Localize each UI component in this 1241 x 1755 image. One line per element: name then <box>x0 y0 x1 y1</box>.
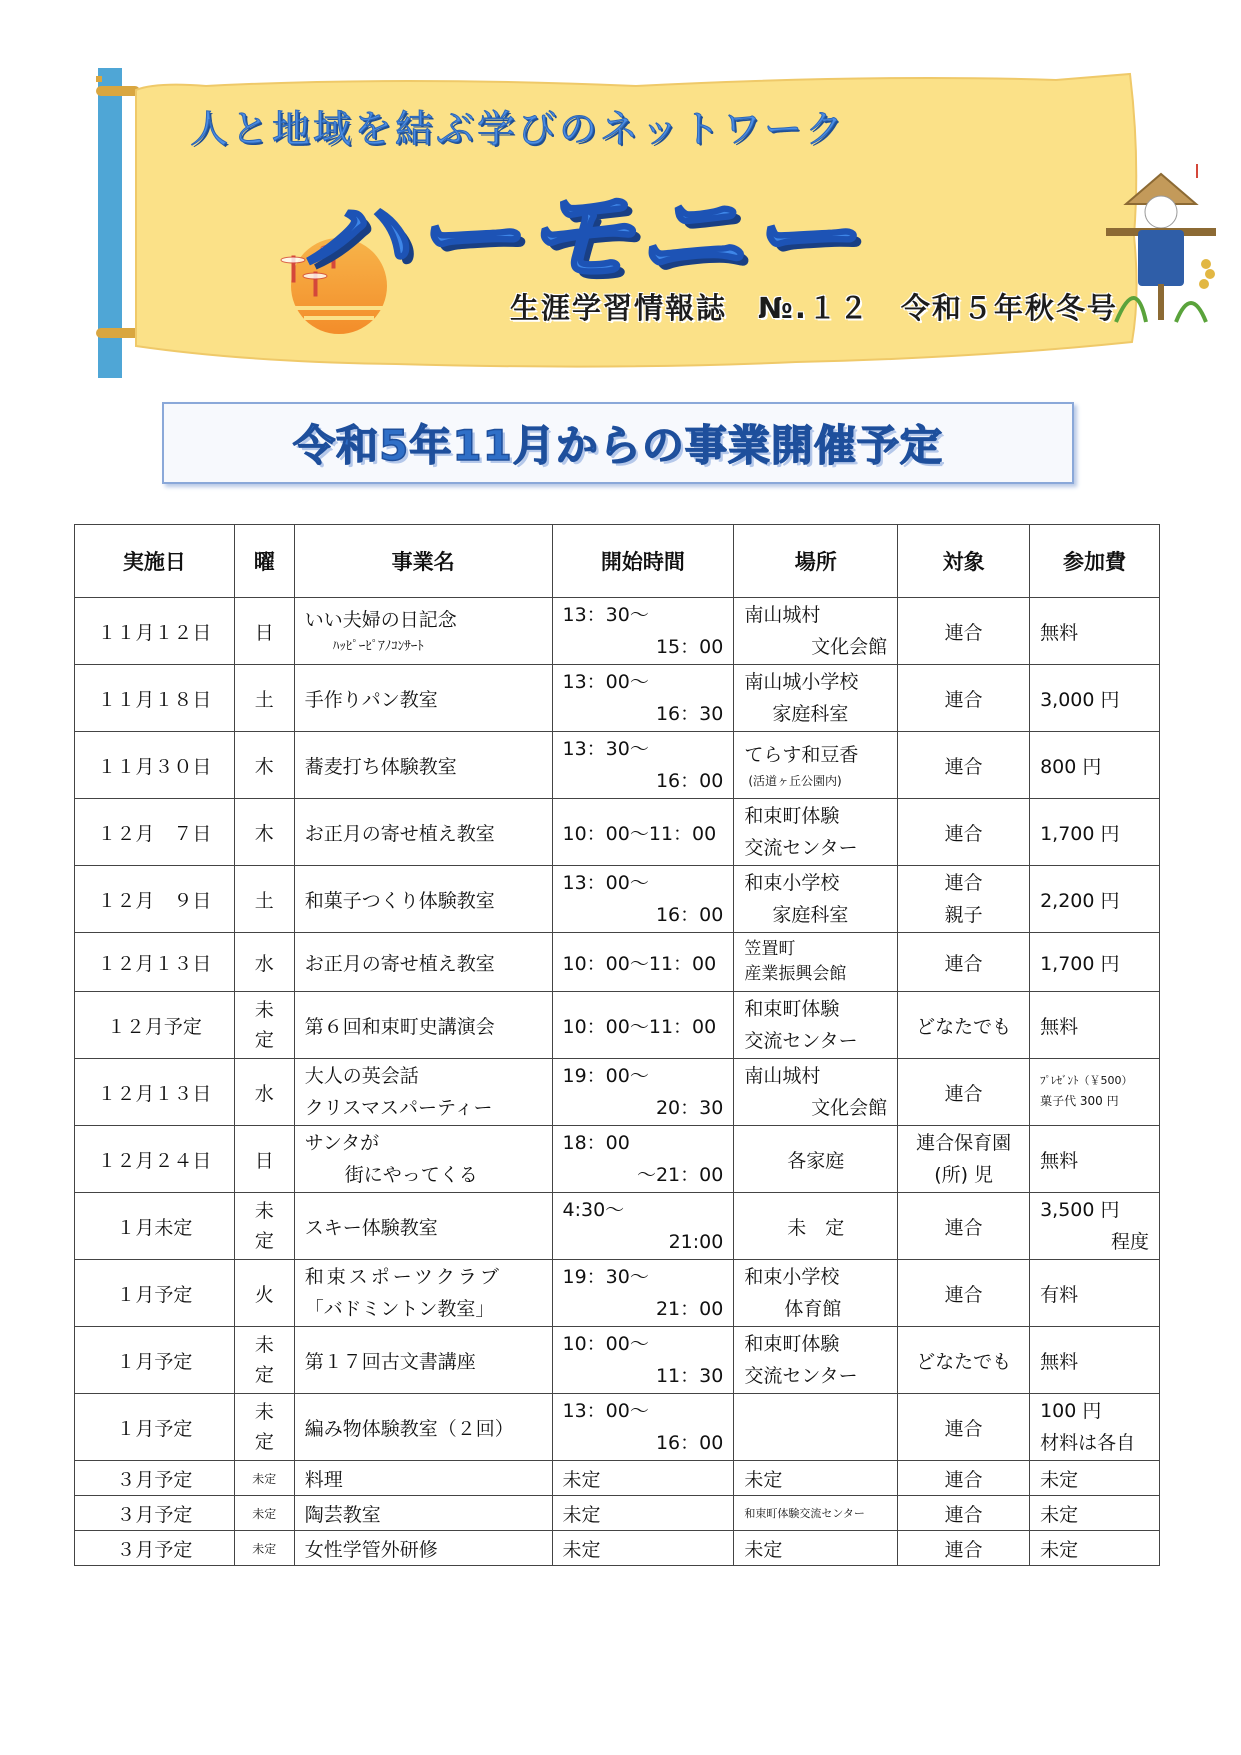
cell-target: 連合 <box>898 1496 1030 1531</box>
time-line: 13：00～ <box>562 871 649 894</box>
cell-day: 日 <box>234 1126 294 1193</box>
header-fee: 参加費 <box>1030 525 1160 598</box>
cell-day: 火 <box>234 1260 294 1327</box>
cell-time <box>552 866 734 933</box>
table-row <box>75 1260 1160 1327</box>
header-event: 事業名 <box>294 525 552 598</box>
place-line: 交流センター <box>744 837 858 859</box>
schedule-heading: 令和5年11月からの事業開催予定 <box>293 421 943 470</box>
target-line: 親子 <box>944 904 983 926</box>
time-line: 16：00 <box>655 904 724 926</box>
cell-place <box>734 992 898 1059</box>
fee-line: 程度 <box>1110 1231 1149 1253</box>
day-text: 未定 <box>254 1333 274 1386</box>
place-line: 和束小学校 <box>744 871 840 894</box>
cell-date: １１月１２日 <box>75 598 235 665</box>
cell-place: 未定 <box>734 1531 898 1566</box>
cell-target <box>898 1126 1030 1193</box>
cell-date: ３月予定 <box>75 1461 235 1496</box>
cell-time <box>552 665 734 732</box>
table-row <box>75 1193 1160 1260</box>
fee-line: 3,500 円 <box>1040 1198 1120 1221</box>
cell-time <box>552 1193 734 1260</box>
cell-event: 第１７回古文書講座 <box>294 1327 552 1394</box>
table-row <box>75 598 1160 665</box>
cell-target: 連合 <box>898 732 1030 799</box>
cell-target <box>898 866 1030 933</box>
cell-time: 10：00～11：00 <box>552 992 734 1059</box>
table-row <box>75 1394 1160 1461</box>
time-line: 11：30 <box>655 1365 724 1387</box>
cell-date: １２月予定 <box>75 992 235 1059</box>
cell-fee: 未定 <box>1030 1461 1160 1496</box>
time-line: 13：30～ <box>562 737 649 760</box>
cell-place: 和束町体験交流センター <box>734 1496 898 1531</box>
cell-date: ３月予定 <box>75 1496 235 1531</box>
cell-date: １２月 ７日 <box>75 799 235 866</box>
time-line: 16：30 <box>655 703 724 725</box>
cell-date: １１月１８日 <box>75 665 235 732</box>
cell-date: １２月１３日 <box>75 933 235 992</box>
target-line: (所) 児 <box>934 1164 994 1186</box>
cell-day: 未定 <box>234 1496 294 1531</box>
cell-target: 連合 <box>898 665 1030 732</box>
cell-place <box>734 799 898 866</box>
table-row <box>75 1461 1160 1496</box>
table-row <box>75 1327 1160 1394</box>
table-row <box>75 992 1160 1059</box>
place-line: 南山城村 <box>744 1064 821 1087</box>
cell-fee: 無料 <box>1030 598 1160 665</box>
header-place: 場所 <box>734 525 898 598</box>
header-target: 対象 <box>898 525 1030 598</box>
event-line: 街にやってくる <box>344 1164 478 1186</box>
table-row <box>75 732 1160 799</box>
table-row <box>75 1496 1160 1531</box>
place-line: 体育館 <box>784 1298 842 1320</box>
time-line: 20：30 <box>655 1097 724 1119</box>
cell-fee: 未定 <box>1030 1531 1160 1566</box>
cell-day: 水 <box>234 933 294 992</box>
cell-place: 各家庭 <box>734 1126 898 1193</box>
cell-target: 連合 <box>898 1193 1030 1260</box>
cell-fee <box>1030 1394 1160 1461</box>
cell-fee <box>1030 1193 1160 1260</box>
fee-line: 材料は各自 <box>1040 1432 1136 1454</box>
cell-time <box>552 598 734 665</box>
fee-line: 100 円 <box>1040 1399 1102 1422</box>
event-line: いい夫婦の日記念 <box>304 608 457 631</box>
place-line: 文化会館 <box>811 1097 888 1119</box>
place-line: 和束町体験 <box>744 1332 840 1355</box>
cell-event: 料理 <box>294 1461 552 1496</box>
cell-target: 連合 <box>898 799 1030 866</box>
cell-place <box>734 1260 898 1327</box>
event-line: 大人の英会話 <box>304 1064 419 1087</box>
cell-place <box>734 1394 898 1461</box>
table-row <box>75 1059 1160 1126</box>
cell-day <box>234 992 294 1059</box>
time-line: 13：00～ <box>562 670 649 693</box>
cell-time: 10：00～11：00 <box>552 933 734 992</box>
cell-day: 土 <box>234 866 294 933</box>
table-header-row <box>75 525 1160 598</box>
time-line: 16：00 <box>655 770 724 792</box>
cell-date: １月予定 <box>75 1327 235 1394</box>
cell-place: 未定 <box>734 1461 898 1496</box>
cell-time <box>552 1126 734 1193</box>
cell-event: スキー体験教室 <box>294 1193 552 1260</box>
cell-target: 連合 <box>898 1394 1030 1461</box>
cell-event <box>294 1260 552 1327</box>
cell-day: 未定 <box>234 1531 294 1566</box>
cell-place <box>734 866 898 933</box>
header-time: 開始時間 <box>552 525 734 598</box>
cell-time: 未定 <box>552 1531 734 1566</box>
cell-fee: 2,200 円 <box>1030 866 1160 933</box>
cell-target: 連合 <box>898 1260 1030 1327</box>
time-line: 19：30～ <box>562 1265 649 1288</box>
event-line: クリスマスパーティー <box>304 1097 493 1119</box>
place-line: 家庭科室 <box>772 904 849 926</box>
header-date: 実施日 <box>75 525 235 598</box>
cell-event: 陶芸教室 <box>294 1496 552 1531</box>
day-text: 未定 <box>254 1400 274 1453</box>
cell-time <box>552 1059 734 1126</box>
time-line: 15：00 <box>655 636 724 658</box>
place-line: 文化会館 <box>811 636 888 658</box>
cell-place <box>734 665 898 732</box>
cell-fee: 1,700 円 <box>1030 799 1160 866</box>
target-line: 連合 <box>944 871 983 894</box>
time-line: 21:00 <box>668 1231 724 1253</box>
cell-date: １月予定 <box>75 1394 235 1461</box>
cell-date: １２月１３日 <box>75 1059 235 1126</box>
time-line: 16：00 <box>655 1432 724 1454</box>
event-line: ﾊｯﾋﾟｰﾋﾟｱﾉｺﾝｻｰﾄ <box>332 639 424 655</box>
place-line: 和束町体験 <box>744 804 840 827</box>
banner <box>96 46 1146 386</box>
cell-time: 未定 <box>552 1461 734 1496</box>
cell-event: 手作りパン教室 <box>294 665 552 732</box>
cell-time: 未定 <box>552 1496 734 1531</box>
cell-time <box>552 732 734 799</box>
cell-target: どなたでも <box>898 1327 1030 1394</box>
cell-day <box>234 1327 294 1394</box>
cell-time <box>552 1327 734 1394</box>
time-line: 4:30～ <box>562 1198 625 1221</box>
time-line: 13：30～ <box>562 603 649 626</box>
cell-fee: 1,700 円 <box>1030 933 1160 992</box>
cell-event <box>294 1126 552 1193</box>
place-line: 交流センター <box>744 1365 858 1387</box>
schedule-heading-box <box>162 402 1074 484</box>
cell-time: 10：00～11：00 <box>552 799 734 866</box>
cell-event: 蕎麦打ち体験教室 <box>294 732 552 799</box>
cell-fee <box>1030 1059 1160 1126</box>
place-line: (活道ヶ丘公園内) <box>748 773 842 788</box>
cell-day: 木 <box>234 799 294 866</box>
place-line: 和束小学校 <box>744 1265 840 1288</box>
place-line: 交流センター <box>744 1030 858 1052</box>
target-line: 連合保育園 <box>916 1131 1012 1154</box>
cell-date: ３月予定 <box>75 1531 235 1566</box>
header-day: 曜 <box>234 525 294 598</box>
cell-target: 連合 <box>898 598 1030 665</box>
cell-day: 水 <box>234 1059 294 1126</box>
cell-day <box>234 1394 294 1461</box>
banner-tagline: 人と地域を結ぶ学びのネットワーク <box>190 107 847 151</box>
cell-place <box>734 933 898 992</box>
cell-target: どなたでも <box>898 992 1030 1059</box>
table-row <box>75 1531 1160 1566</box>
table-row <box>75 1126 1160 1193</box>
event-line: 和束スポーツクラブ <box>304 1265 502 1288</box>
cell-day: 木 <box>234 732 294 799</box>
table-row <box>75 866 1160 933</box>
cell-event: 女性学管外研修 <box>294 1531 552 1566</box>
cell-date: １１月３０日 <box>75 732 235 799</box>
cell-event: 編み物体験教室（２回） <box>294 1394 552 1461</box>
cell-time <box>552 1260 734 1327</box>
cell-event: 和菓子つくり体験教室 <box>294 866 552 933</box>
cell-fee: 無料 <box>1030 992 1160 1059</box>
cell-date: １２月 ９日 <box>75 866 235 933</box>
event-line: サンタが <box>304 1131 380 1154</box>
cell-day <box>234 1193 294 1260</box>
cell-date: １月予定 <box>75 1260 235 1327</box>
fee-line: 菓子代 300 円 <box>1040 1094 1119 1109</box>
cell-target: 連合 <box>898 1059 1030 1126</box>
cell-place <box>734 1059 898 1126</box>
cell-target: 連合 <box>898 1531 1030 1566</box>
table-row <box>75 799 1160 866</box>
time-line: 13：00～ <box>562 1399 649 1422</box>
cell-event: 第６回和束町史講演会 <box>294 992 552 1059</box>
cell-day: 日 <box>234 598 294 665</box>
cell-fee: 有料 <box>1030 1260 1160 1327</box>
table-row <box>75 933 1160 992</box>
table-row <box>75 665 1160 732</box>
cell-place <box>734 598 898 665</box>
time-line: 19：00～ <box>562 1064 649 1087</box>
cell-place <box>734 732 898 799</box>
cell-fee: 3,000 円 <box>1030 665 1160 732</box>
cell-target: 連合 <box>898 933 1030 992</box>
cell-day: 土 <box>234 665 294 732</box>
cell-place: 未 定 <box>734 1193 898 1260</box>
cell-day: 未定 <box>234 1461 294 1496</box>
place-line: 産業振興会館 <box>744 964 847 984</box>
time-line: 18：00 <box>562 1131 630 1154</box>
place-line: 和束町体験 <box>744 997 840 1020</box>
place-line: 南山城村 <box>744 603 821 626</box>
event-line: 「バドミントン教室」 <box>304 1298 495 1320</box>
cell-place <box>734 1327 898 1394</box>
cell-fee: 無料 <box>1030 1126 1160 1193</box>
cell-fee: 800 円 <box>1030 732 1160 799</box>
place-line: 南山城小学校 <box>744 670 859 693</box>
day-text: 未定 <box>254 1199 274 1252</box>
cell-date: １月未定 <box>75 1193 235 1260</box>
time-line: ～21：00 <box>636 1164 724 1186</box>
cell-target: 連合 <box>898 1461 1030 1496</box>
place-line: 家庭科室 <box>772 703 849 725</box>
fee-line: ﾌﾟﾚｾﾞﾝﾄ（￥500） <box>1040 1074 1133 1088</box>
day-text: 未定 <box>254 998 274 1051</box>
place-line: 笠置町 <box>744 938 796 959</box>
cell-fee: 未定 <box>1030 1496 1160 1531</box>
cell-fee: 無料 <box>1030 1327 1160 1394</box>
cell-event: お正月の寄せ植え教室 <box>294 933 552 992</box>
event-schedule-table <box>74 524 1160 1566</box>
cell-date: １２月２４日 <box>75 1126 235 1193</box>
time-line: 10：00～ <box>562 1332 649 1355</box>
cell-event: お正月の寄せ植え教室 <box>294 799 552 866</box>
cell-event <box>294 598 552 665</box>
place-line: てらす和豆香 <box>744 743 859 766</box>
newsletter-title: ハーモニー <box>300 175 861 300</box>
time-line: 21：00 <box>655 1298 724 1320</box>
cell-time <box>552 1394 734 1461</box>
cell-event <box>294 1059 552 1126</box>
issue-label: 生涯学習情報誌 №.１２ 令和５年秋冬号 <box>510 291 1118 325</box>
